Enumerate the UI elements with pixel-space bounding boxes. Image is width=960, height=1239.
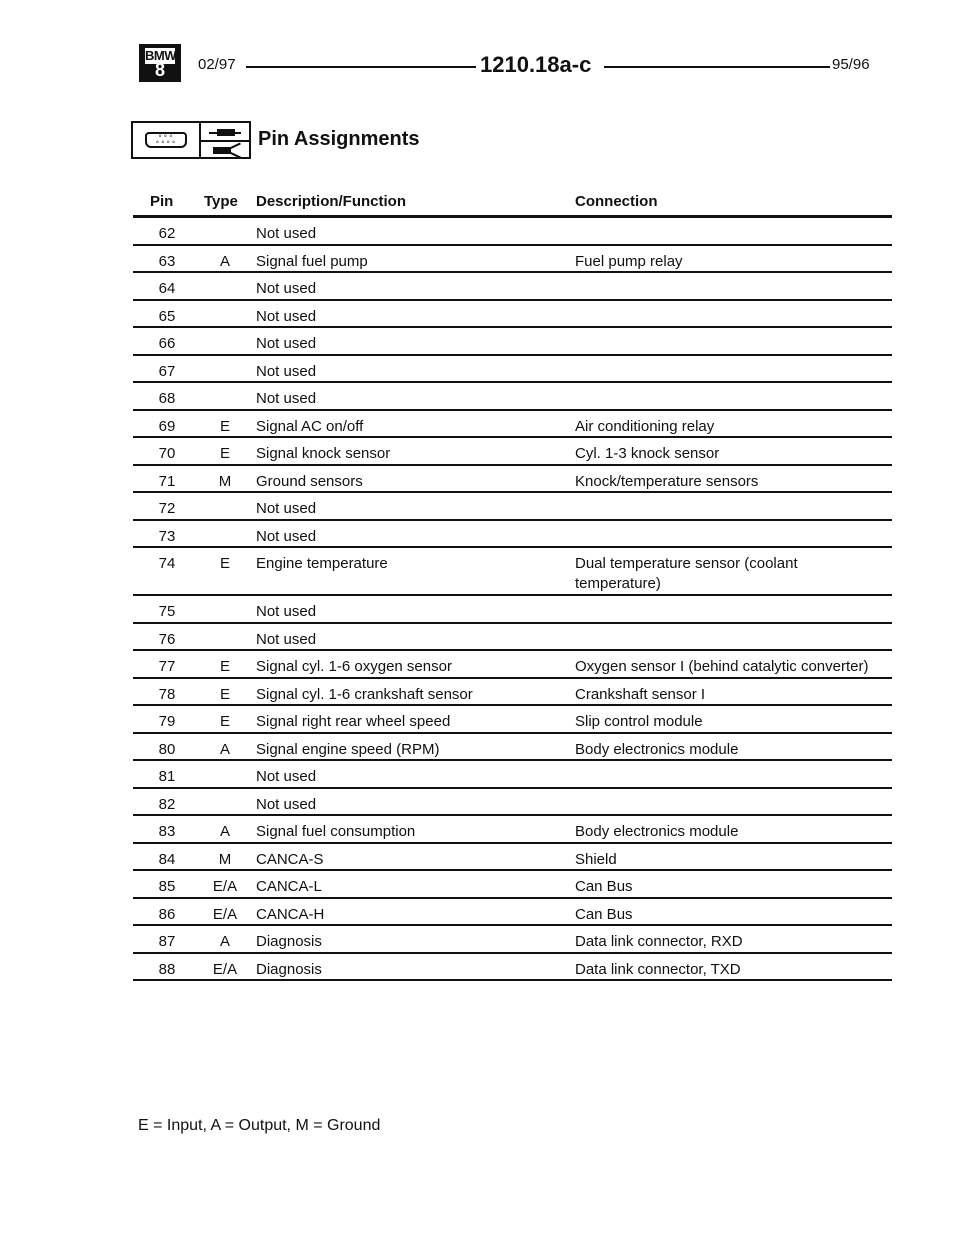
description-cell: Not used [256, 362, 317, 380]
connection-cell: Fuel pump relay [575, 252, 683, 270]
description-cell: Signal fuel pump [256, 252, 368, 270]
table-row [0, 328, 960, 356]
type-cell: E/A [212, 878, 238, 896]
table-row [0, 548, 960, 596]
description-cell: Ground sensors [256, 472, 363, 490]
type-cell: E [219, 445, 230, 462]
connection-cell: Oxygen sensor I (behind catalytic converter) [575, 658, 869, 676]
type-cell: E [219, 417, 230, 435]
pin-cell: 62 [158, 225, 176, 242]
type-cell: E [219, 685, 230, 703]
logo-brand: BMW [145, 48, 176, 63]
pin-cell: 79 [158, 713, 176, 731]
pin-cell: 81 [158, 768, 176, 786]
description-cell: Not used [256, 768, 317, 786]
description-cell: Signal fuel consumption [256, 823, 416, 841]
row-rule [133, 979, 892, 981]
description-cell: Not used [256, 527, 317, 545]
table-row [0, 816, 960, 844]
table-row [0, 411, 960, 439]
pin-cell: 74 [158, 555, 176, 572]
table-row [0, 383, 960, 411]
connection-cell: Body electronics module [575, 823, 739, 841]
description-cell: Signal cyl. 1-6 crankshaft sensor [256, 685, 473, 703]
type-cell: E [219, 555, 230, 572]
pin-cell: 64 [158, 280, 176, 297]
header-connection: Connection [575, 193, 658, 210]
connector-shape: ∘∘∘ ∘∘∘∘ [145, 132, 187, 148]
pin-cell: 71 [158, 472, 176, 490]
connection-cell: Can Bus [575, 905, 633, 923]
connection-cell: Data link connector, TXD [575, 960, 741, 978]
description-cell: Not used [256, 280, 317, 297]
connection-cell: Cyl. 1-3 knock sensor [575, 445, 720, 462]
type-cell: E [219, 713, 230, 731]
connection-cell: Knock/temperature sensors [575, 472, 759, 490]
pin-cell: 68 [158, 390, 176, 407]
pin-cell: 77 [158, 658, 176, 676]
table-row [0, 789, 960, 817]
connection-cell: Shield [575, 850, 617, 868]
table-row [0, 246, 960, 274]
connection-cell: Data link connector, RXD [575, 933, 743, 951]
table-row [0, 596, 960, 624]
description-cell: CANCA-S [256, 850, 324, 868]
description-cell: Diagnosis [256, 960, 322, 978]
header-description: Description/Function [256, 193, 406, 210]
pin-cell: 67 [158, 362, 176, 380]
description-cell: Diagnosis [256, 933, 322, 951]
bmw-8-logo [139, 44, 181, 82]
table-row [0, 273, 960, 301]
connector-icon [131, 121, 201, 159]
description-cell: Not used [256, 335, 317, 352]
description-cell: CANCA-L [256, 878, 322, 896]
description-cell: Signal knock sensor [256, 445, 391, 462]
table-row [0, 926, 960, 954]
pin-cell: 70 [158, 445, 176, 462]
type-legend: E = Input, A = Output, M = Ground [138, 1117, 381, 1134]
connection-cell: Can Bus [575, 878, 633, 896]
pin-cell: 69 [158, 417, 176, 435]
pin-cell: 80 [158, 740, 176, 758]
pin-cell: 78 [158, 685, 176, 703]
pin-cell: 73 [158, 527, 176, 545]
table-row [0, 438, 960, 466]
header-model-year: 95/96 [832, 56, 870, 73]
pin-cell: 66 [158, 335, 176, 352]
type-cell: M [218, 472, 232, 490]
description-cell: Not used [256, 795, 317, 813]
description-cell: CANCA-H [256, 905, 325, 923]
header-rule-right [604, 66, 830, 68]
pin-cell: 82 [158, 795, 176, 813]
type-cell: E [219, 658, 230, 676]
pin-cell: 65 [158, 307, 176, 325]
connection-cell: Crankshaft sensor I [575, 685, 706, 703]
table-row [0, 651, 960, 679]
pin-cell: 84 [158, 850, 176, 868]
table-row [0, 761, 960, 789]
pin-cell: 63 [158, 252, 176, 270]
pin-terminal-icon [201, 121, 251, 159]
pin-cell: 88 [158, 960, 176, 978]
table-row [0, 706, 960, 734]
description-cell: Not used [256, 500, 317, 517]
connection-cell-continued: temperature) [575, 575, 661, 592]
logo-series: 8 [154, 60, 165, 80]
table-header [0, 193, 960, 213]
section-title: Pin Assignments [258, 128, 420, 150]
table-row [0, 871, 960, 899]
description-cell: Signal cyl. 1-6 oxygen sensor [256, 658, 452, 676]
pin-cell: 75 [158, 603, 176, 621]
type-cell: A [219, 252, 230, 270]
pin-cell: 85 [158, 878, 176, 896]
description-cell: Engine temperature [256, 555, 388, 572]
table-row [0, 954, 960, 982]
table-row [0, 521, 960, 549]
table-row [0, 844, 960, 872]
connection-cell: Slip control module [575, 713, 703, 731]
header-date: 02/97 [198, 56, 236, 73]
table-row [0, 493, 960, 521]
table-row [0, 218, 960, 246]
pin-cell: 76 [158, 630, 176, 648]
table-row [0, 734, 960, 762]
description-cell: Signal AC on/off [256, 417, 364, 435]
type-cell: E/A [212, 960, 238, 978]
description-cell: Not used [256, 390, 317, 407]
type-cell: A [219, 933, 230, 951]
description-cell: Not used [256, 603, 317, 621]
table-row [0, 301, 960, 329]
connection-cell: Air conditioning relay [575, 417, 715, 435]
type-cell: E/A [212, 905, 238, 923]
header-type: Type [204, 193, 238, 210]
description-cell: Signal engine speed (RPM) [256, 740, 440, 758]
table-row [0, 899, 960, 927]
connection-cell: Body electronics module [575, 740, 739, 758]
header-doc-number: 1210.18a-c [480, 52, 592, 77]
table-row [0, 466, 960, 494]
pin-cell: 87 [158, 933, 176, 951]
description-cell: Not used [256, 630, 317, 648]
table-row [0, 624, 960, 652]
pin-cell: 86 [158, 905, 176, 923]
description-cell: Signal right rear wheel speed [256, 713, 451, 731]
pin-cell: 72 [158, 500, 176, 517]
connection-cell: Dual temperature sensor (coolant [575, 555, 798, 572]
type-cell: A [219, 823, 230, 841]
description-cell: Not used [256, 225, 317, 242]
table-row [0, 679, 960, 707]
header-pin: Pin [150, 193, 174, 210]
pin-cell: 83 [158, 823, 176, 841]
type-cell: M [218, 850, 232, 868]
header-rule-left [246, 66, 476, 68]
description-cell: Not used [256, 307, 317, 325]
type-cell: A [219, 740, 230, 758]
table-row [0, 356, 960, 384]
